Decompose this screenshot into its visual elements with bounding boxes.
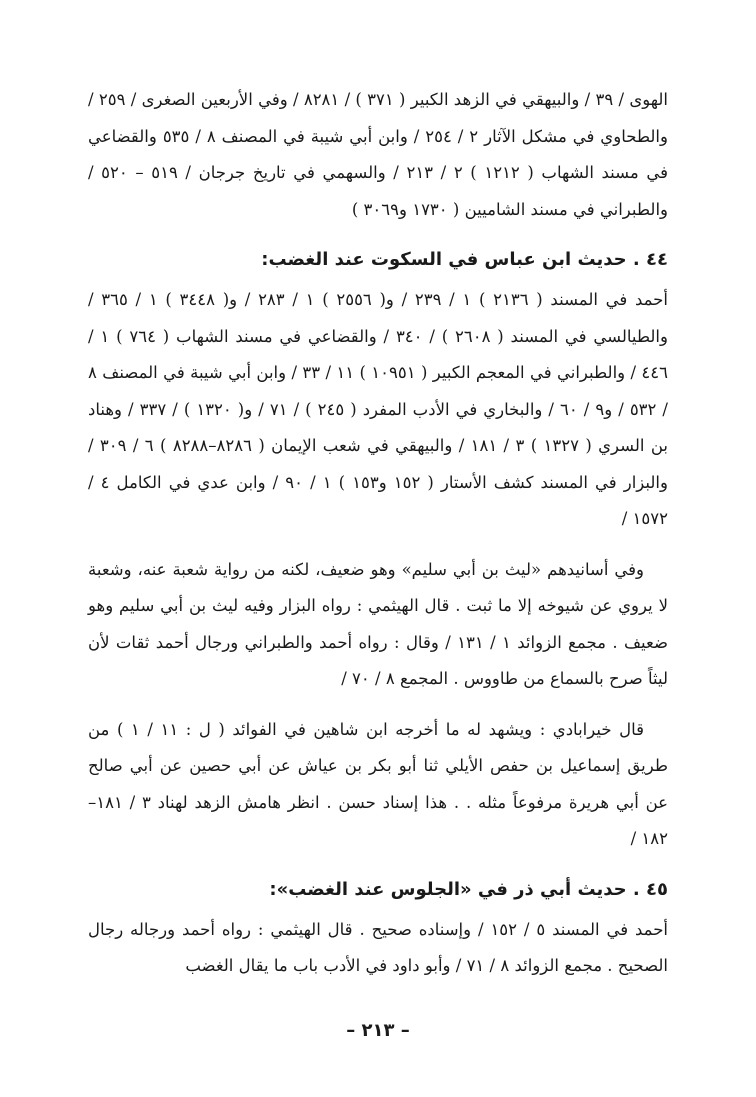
paragraph-continuation: الهوى / ٣٩ / والبيهقي في الزهد الكبير ( ٣٧١ ) / ٨٢٨١ / وفي الأربعين الصغرى / ٢٥٩ / والطحاوي في مشكل الآثار ٢ / ٢٥٤ / وابن أبي شيبة في المصنف ٨ / ٥٣٥ والقضاعي في مسند الشهاب ( ١٢١٢ ) ٢ / ٢١٣ / والسهمي في تاريخ جرجان / ٥١٩ – ٥٢٠ / والطبراني في مسند الشاميين ( ١٧٣٠ و٣٠٦٩ ) bbox=[88, 90, 668, 219]
paragraph-sources-44: أحمد في المسند ( ٢١٣٦ ) ١ / ٢٣٩ / و( ٢٥٥٦ ) ١ / ٢٨٣ / و( ٣٤٤٨ ) ١ / ٣٦٥ / والطيالسي في المسند ( ٢٦٠٨ ) / ٣٤٠ / والقضاعي في مسند الشهاب ( ٧٦٤ ) ١ / ٤٤٦ / والطبراني في المعجم الكبير ( ١٠٩٥١ ) ١١ / ٣٣ / وابن أبي شيبة في المصنف ٨ / ٥٣٢ / و٩ / ٦٠ / والبخاري في الأدب المفرد ( ٢٤٥ ) / ٧١ / و( ١٣٢٠ ) / ٣٣٧ / وهناد بن السري ( ١٣٢٧ ) ٣ / ١٨١ / والبيهقي في شعب الإيمان ( ٨٢٨٦–٨٢٨٨ ) ٦ / ٣٠٩ / والبزار في المسند كشف الأستار ( ١٥٢ و١٥٣ ) ١ / ٩٠ / وابن عدي في الكامل ٤ / ١٥٧٢ / bbox=[88, 290, 668, 528]
paragraph-khairabadi: قال خيرابادي : ويشهد له ما أخرجه ابن شاهين في الفوائد ( ل : ١١ / ١ ) من طريق إسماعيل بن حفص الأيلي ثنا أبو بكر بن عياش عن أبي حصين عن أبي صالح عن أبي هريرة مرفوعاً مثله . . هذا إسناد حسن . انظر هامش الزهد لهناد ٣ / ١٨١–١٨٢ / bbox=[88, 719, 668, 848]
page-body bbox=[88, 82, 668, 985]
page-number: – ٢١٣ – bbox=[346, 1020, 410, 1041]
section-heading-45: ٤٥ . حديث أبي ذر في «الجلوس عند الغضب»: bbox=[269, 878, 668, 900]
paragraph-isnad-note: وفي أسانيدهم «ليث بن أبي سليم» وهو ضعيف، لكنه من رواية شعبة عنه، وشعبة لا يروي عن شيوخه إلا ما ثبت . قال الهيثمي : رواه البزار وفيه ليث بن أبي سليم وهو ضعيف . مجمع الزوائد ١ / ١٣١ / وقال : رواه أحمد والطبراني ورجال أحمد ثقات لأن ليثاً صرح بالسماع من طاووس . المجمع ٨ / ٧٠ / bbox=[88, 559, 668, 688]
section-heading-44: ٤٤ . حديث ابن عباس في السكوت عند الغضب: bbox=[261, 249, 668, 270]
paragraph-sources-45: أحمد في المسند ٥ / ١٥٢ / وإسناده صحيح . قال الهيثمي : رواه أحمد ورجاله رجال الصحيح . مجمع الزوائد ٨ / ٧١ / وأبو داود في الأدب باب ما يقال الغضب bbox=[88, 919, 669, 975]
